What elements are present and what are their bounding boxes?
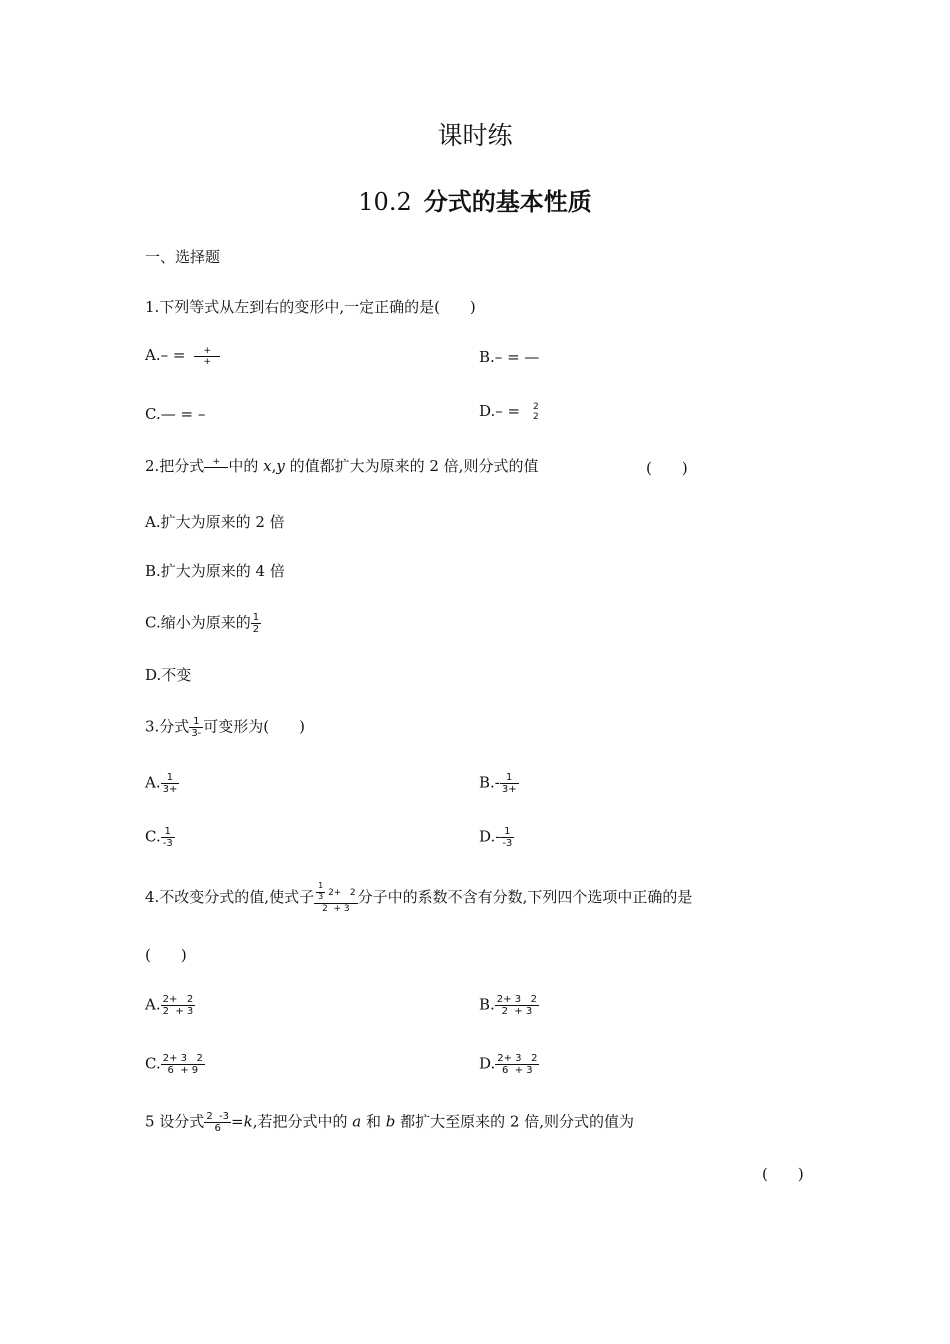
stem-text: 都扩大至原来的 2 倍,则分式的值为 [395, 1112, 634, 1131]
q1-option-d [479, 401, 543, 422]
denominator: 2 + 3 [322, 904, 350, 914]
q4-option-b [479, 994, 539, 1017]
option-text: – = [160, 346, 186, 364]
q4-option-d [479, 1053, 539, 1076]
q2-option-c [145, 612, 261, 635]
denominator: 6 + 3 [502, 1065, 533, 1076]
q2-option-d: D.不变 [145, 666, 192, 684]
denominator: 3- [191, 728, 202, 739]
variable-y: y [276, 457, 285, 475]
numerator: 1 [316, 882, 325, 893]
fraction [251, 612, 261, 635]
section-title [0, 182, 950, 217]
answer-blank: ( ) [762, 1165, 804, 1183]
denominator: 3+ [162, 784, 178, 795]
fraction [500, 772, 519, 795]
numerator: + [194, 346, 220, 357]
q1-option-a [145, 345, 220, 367]
option-label: A. [145, 995, 161, 1014]
variable-x: x [263, 457, 272, 475]
q1-option-b [479, 347, 539, 367]
numerator: 1 [161, 826, 175, 838]
q3-stem [145, 716, 305, 739]
stem-text: 4.不改变分式的值,使式子 [145, 888, 315, 906]
q4-option-a [145, 994, 195, 1017]
denominator: -3 [502, 838, 513, 849]
inner-fraction [316, 882, 325, 903]
numerator: 2+ 2 [162, 994, 194, 1005]
option-label: A. [145, 346, 161, 364]
stem-text: 可变形为( ) [203, 717, 306, 736]
denominator: 6 [214, 1123, 221, 1134]
fraction [495, 994, 539, 1017]
numerator: 1 [500, 826, 514, 838]
q3-option-a [145, 772, 179, 795]
q2-option-a: A.扩大为原来的 2 倍 [145, 513, 285, 531]
option-label: B. [479, 348, 495, 366]
option-label: D. [479, 402, 496, 420]
option-label: C. [145, 827, 161, 846]
numerator: 2 [533, 402, 539, 412]
fraction [204, 1111, 231, 1134]
fraction [529, 402, 543, 422]
fraction [204, 457, 228, 478]
option-label: C. [145, 405, 161, 423]
numerator: 1 [500, 772, 519, 784]
denominator: 2 [533, 412, 539, 422]
q2-option-b: B.扩大为原来的 4 倍 [145, 562, 285, 580]
section-name: 分式的基本性质 [423, 188, 592, 216]
option-label: D.- [479, 827, 501, 846]
numerator-rest: 2+ 2 [328, 888, 356, 898]
variable-b: b [385, 1112, 396, 1131]
fraction [161, 772, 180, 795]
numerator: 2 -3 [206, 1111, 230, 1122]
fraction [314, 882, 358, 914]
option-label: D. [479, 1054, 496, 1073]
fraction [161, 1053, 205, 1076]
option-text: — = – [160, 405, 206, 423]
q2-stem [145, 456, 538, 478]
q5-stem [145, 1111, 634, 1134]
part-heading: 一、选择题 [145, 248, 221, 266]
q1-option-c [145, 404, 205, 424]
denominator: 3 [318, 892, 324, 901]
option-text: – = [495, 402, 521, 420]
stem-text: 3.分式 [145, 717, 190, 736]
stem-text: ,若把分式中的 [252, 1112, 353, 1131]
numerator: 1 [189, 716, 203, 728]
option-text: C.缩小为原来的 [145, 613, 251, 632]
worksheet-title: 课时练 [437, 121, 513, 150]
q3-option-d [479, 826, 514, 849]
comma: , [271, 457, 277, 475]
fraction [189, 716, 203, 739]
stem-text: 的值都扩大为原来的 2 倍,则分式的值 [284, 457, 539, 475]
option-text: – = — [494, 348, 540, 366]
q4-option-c [145, 1053, 205, 1076]
answer-blank: ( ) [646, 459, 688, 477]
denominator: 2 + 3 [501, 1006, 533, 1017]
section-number: 10.2 [358, 188, 412, 216]
numerator: 2+ 3 2 [497, 1053, 538, 1064]
numerator: 2+ 3 2 [162, 1053, 203, 1064]
answer-blank: ( ) [145, 946, 187, 964]
option-label: B.- [479, 773, 500, 792]
option-label: A. [145, 773, 161, 792]
fraction [161, 826, 175, 849]
q3-option-b [479, 772, 519, 795]
numerator: 2+ 3 2 [496, 994, 537, 1005]
variable-k: k [243, 1112, 253, 1131]
denominator: 6 + 9 [167, 1065, 199, 1076]
numerator [314, 882, 358, 904]
stem-text: 中的 [228, 457, 264, 475]
q1-stem: 1.下列等式从左到右的变形中,一定正确的是( ) [145, 298, 476, 316]
denominator [204, 468, 228, 478]
denominator: 3+ [501, 784, 517, 795]
denominator: -3 [162, 838, 173, 849]
denominator: 2 [252, 624, 260, 635]
denominator: + [203, 356, 211, 367]
fraction [495, 1053, 539, 1076]
variable-a: a [352, 1112, 362, 1131]
option-label: C. [145, 1054, 161, 1073]
equals: = [231, 1112, 244, 1131]
fraction [161, 994, 196, 1017]
numerator: + [204, 457, 228, 468]
fraction [500, 826, 514, 849]
stem-text: 2.把分式 [145, 457, 205, 475]
q3-option-c [145, 826, 175, 849]
numerator: 1 [161, 772, 180, 784]
stem-text: 和 [361, 1112, 386, 1131]
option-label: B. [479, 995, 495, 1014]
numerator: 1 [252, 612, 260, 623]
denominator: 2 + 3 [162, 1006, 194, 1017]
stem-text: 分子中的系数不含有分数,下列四个选项中正确的是 [357, 888, 693, 906]
fraction [194, 346, 220, 367]
stem-text: 5 设分式 [145, 1112, 205, 1131]
q4-stem [145, 882, 692, 914]
